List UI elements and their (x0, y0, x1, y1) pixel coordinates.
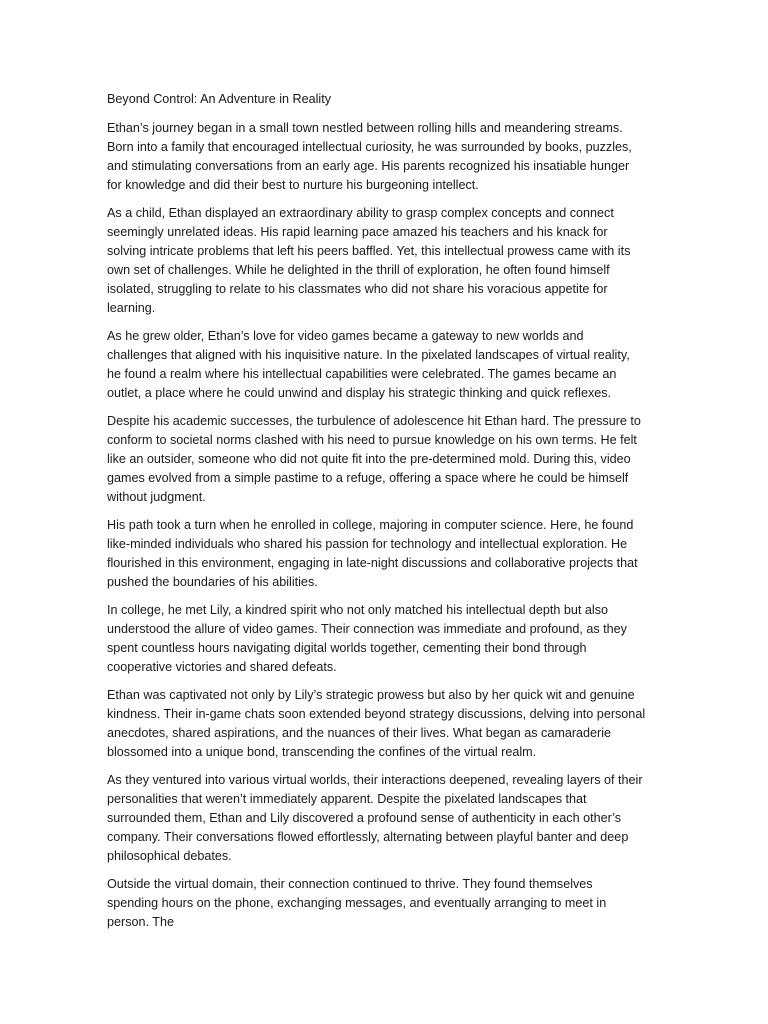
paragraph-8: As they ventured into various virtual worlds, their interactions deepened, revealing layers of their personalities that weren’t immediately apparent. Despite the pixelated landscapes that surrounded them, Ethan and Lily discovered a profound sense of authenticity in each other’s company. Their conversations flowed effortlessly, alternating between playful banter and deep philosophical debates. (107, 773, 643, 863)
paragraph-6: In college, he met Lily, a kindred spirit who not only matched his intellectual depth but also understood the allure of video games. Their connection was immediate and profound, as they spent countless hours navigating digital worlds together, cementing their bond through cooperative victories and shared defeats. (107, 603, 627, 674)
document-body (107, 89, 647, 941)
paragraph-3: As he grew older, Ethan’s love for video games became a gateway to new worlds and challenges that aligned with his inquisitive nature. In the pixelated landscapes of virtual reality, he found a realm where his intellectual capabilities were celebrated. The games became an outlet, a place where he could unwind and display his strategic thinking and quick reflexes. (107, 329, 630, 400)
paragraph-4: Despite his academic successes, the turbulence of adolescence hit Ethan hard. The pressure to conform to societal norms clashed with his need to pursue knowledge on his own terms. He felt like an outsider, someone who did not quite fit into the pre-determined mold. During this, video games evolved from a simple pastime to a refuge, offering a space where he could be himself without judgment. (107, 414, 641, 504)
paragraph-9: Outside the virtual domain, their connection continued to thrive. They found themselves spending hours on the phone, exchanging messages, and eventually arranging to meet in person. The (107, 877, 607, 929)
paragraph-5: His path took a turn when he enrolled in college, majoring in computer science. Here, he found like-minded individuals who shared his passion for technology and intellectual exploration. He flourished in this environment, engaging in late-night discussions and collaborative projects that pushed the boundaries of his abilities. (107, 518, 638, 589)
paragraph-2: As a child, Ethan displayed an extraordinary ability to grasp complex concepts and connect seemingly unrelated ideas. His rapid learning pace amazed his teachers and his knack for solving intricate problems that left his peers baffled. Yet, this intellectual prowess came with its own set of challenges. While he delighted in the thrill of exploration, he often found himself isolated, struggling to relate to his classmates who did not share his voracious appetite for learning. (107, 206, 631, 315)
paragraph-7: Ethan was captivated not only by Lily’s strategic prowess but also by her quick wit and genuine kindness. Their in-game chats soon extended beyond strategy discussions, delving into personal anecdotes, shared aspirations, and the nuances of their lives. What began as camaraderie blossomed into a unique bond, transcending the confines of the virtual realm. (107, 688, 646, 759)
paragraph-1: Ethan’s journey began in a small town nestled between rolling hills and meandering streams. Born into a family that encouraged intellectual curiosity, he was surrounded by books, puzzles, and stimulating conversations from an early age. His parents recognized his insatiable hunger for knowledge and did their best to nurture his burgeoning intellect. (107, 121, 632, 192)
document-title: Beyond Control: An Adventure in Reality (107, 92, 332, 106)
